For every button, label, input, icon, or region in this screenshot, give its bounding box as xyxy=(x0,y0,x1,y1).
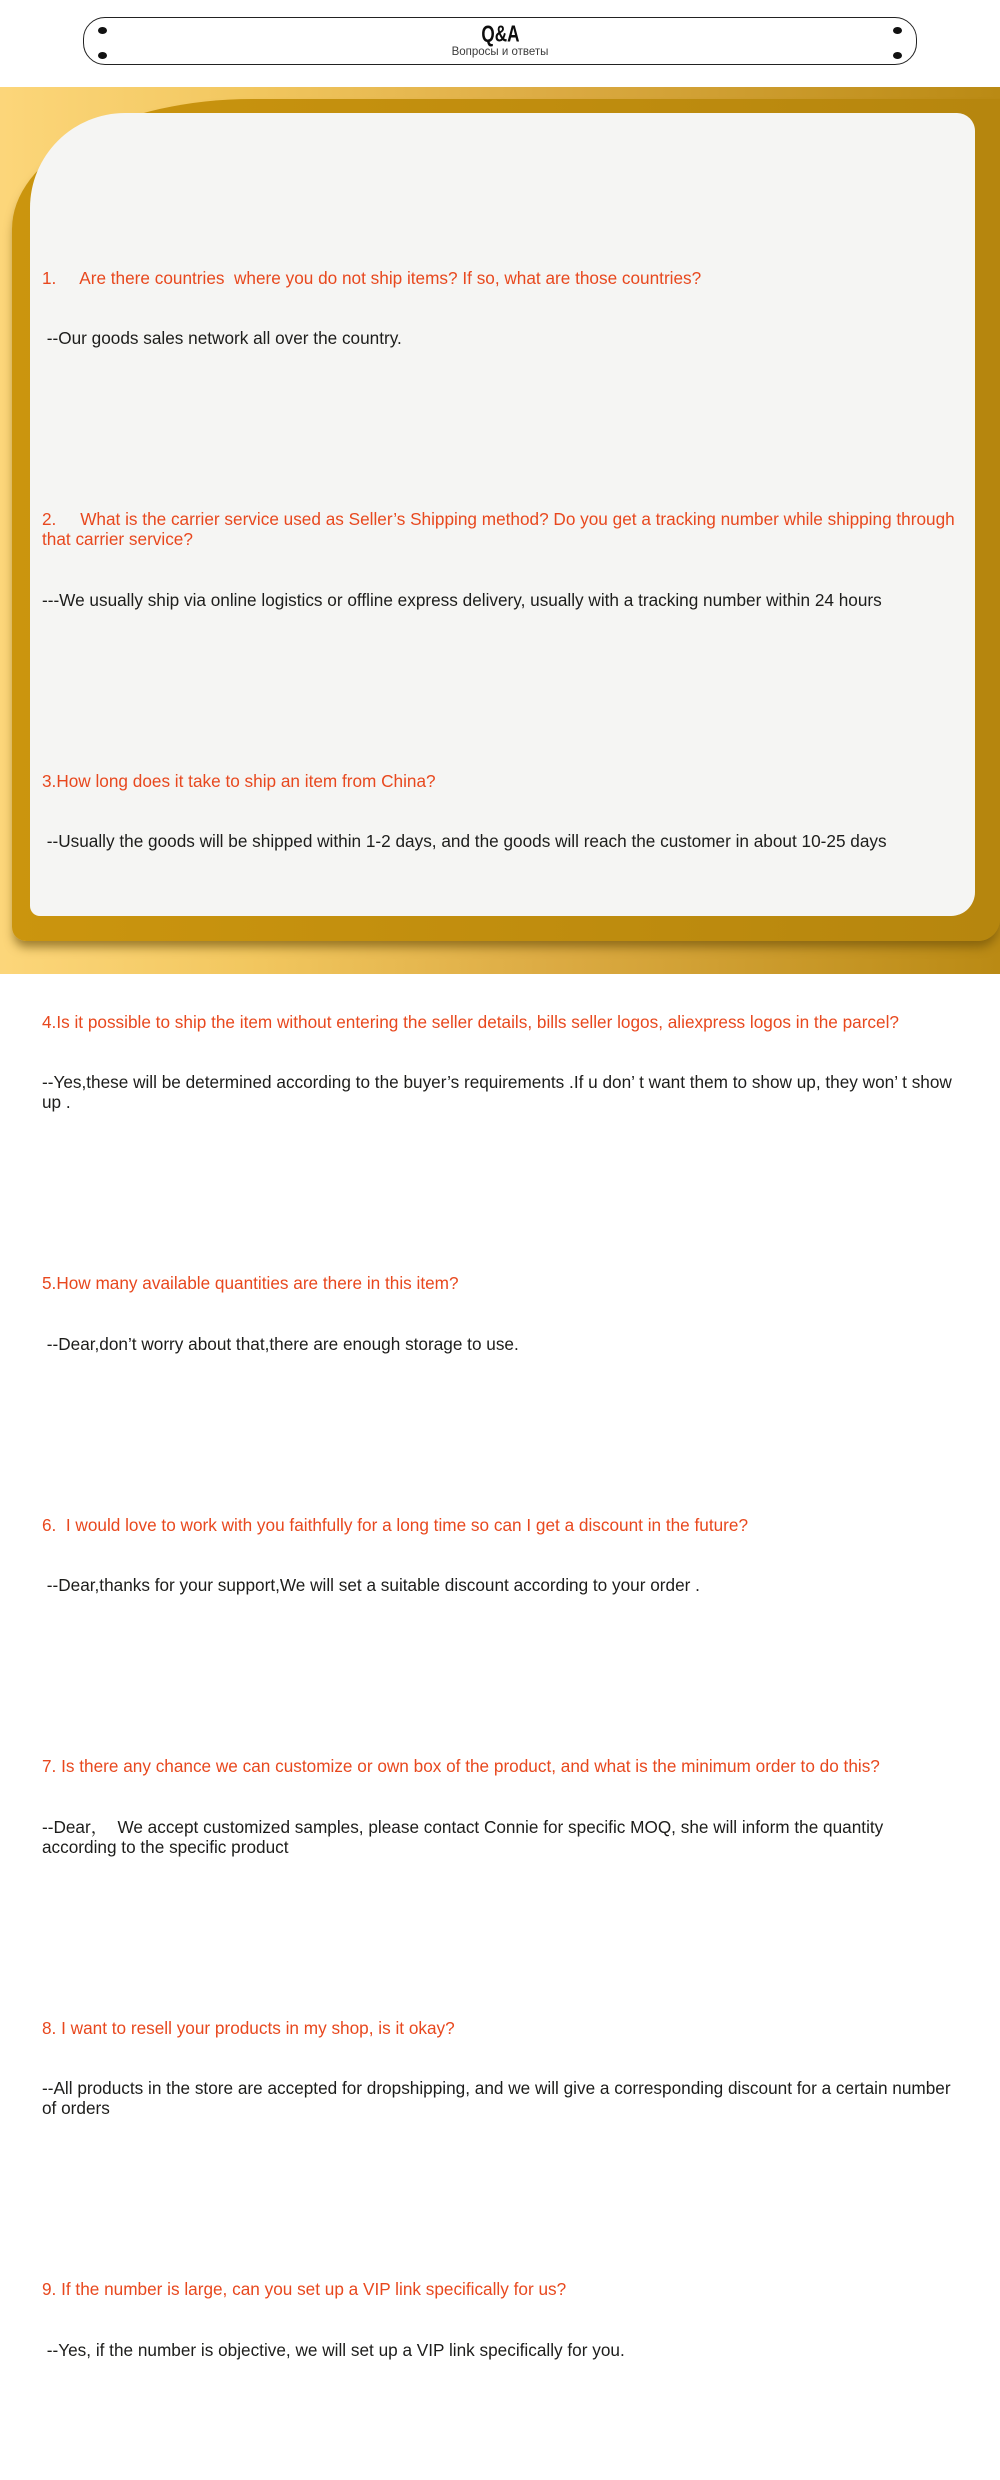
qa-block xyxy=(42,972,957,1153)
question-text: 1. Are there countries where you do not ship items? If so, what are those countries? xyxy=(42,267,702,288)
qa-block xyxy=(42,227,957,388)
qa-block xyxy=(42,469,960,650)
question-text: 7. Is there any chance we can customize or own box of the product, and what is the minimum order to do this? xyxy=(42,1756,880,1777)
qa-block xyxy=(42,2239,957,2400)
question-text: 3.How long does it take to ship an item from China? xyxy=(42,770,436,791)
question-text: 4.Is it possible to ship the item without entering the seller details, bills seller logos, aliexpress logos in the parcel? xyxy=(42,1011,899,1032)
answer-text: --Dear,thanks for your support,We will set a suitable discount according to your order . xyxy=(42,1575,700,1596)
answer-text: --Dear,don’t worry about that,there are enough storage to use. xyxy=(42,1333,519,1354)
answer-text: --All products in the store are accepted for dropshipping, and we will give a corresponding discount for a certain number of orders xyxy=(42,2078,956,2119)
qa-block xyxy=(42,730,957,891)
answer-text: --Usually the goods will be shipped within 1-2 days, and the goods will reach the customer in about 10-25 days xyxy=(42,830,887,851)
qa-card xyxy=(30,113,975,2360)
answer-text: --Yes, if the number is objective, we will set up a VIP link specifically for you. xyxy=(42,2339,625,2360)
question-text: 9. If the number is large, can you set up a VIP link specifically for us? xyxy=(42,2279,567,2300)
answer-text: --Yes,these will be determined according to the buyer’s requirements .If u don’ t want them to show up, they won’ t show up . xyxy=(42,1072,957,1113)
rivet-dot-top-right xyxy=(893,27,902,34)
qa-title: Q&A xyxy=(480,20,520,47)
rivet-dot-bottom-right xyxy=(893,52,902,59)
qa-block xyxy=(42,1977,957,2158)
header-plaque xyxy=(83,17,917,65)
qa-block xyxy=(42,1716,957,1897)
qa-block xyxy=(42,1475,957,1636)
rivet-dot-bottom-left xyxy=(98,52,107,59)
rivet-dot-top-left xyxy=(98,27,107,34)
question-text: 2. What is the carrier service used as Seller’s Shipping method? Do you get a tracking number while shipping through that carrier service? xyxy=(42,509,960,550)
answer-text: --Our goods sales network all over the country. xyxy=(42,328,402,348)
qa-subtitle: Вопросы и ответы xyxy=(451,46,549,58)
answer-text: ---We usually ship via online logistics or offline express delivery, usually with a tracking number within 24 hours xyxy=(42,589,882,610)
question-text: 5.How many available quantities are there in this item? xyxy=(42,1273,459,1294)
answer-text: --Dear， We accept customized samples, please contact Connie for specific MOQ, she will inform the quantity according to the specific product xyxy=(42,1816,889,1857)
qa-block xyxy=(42,1233,957,1394)
question-text: 6. I would love to work with you faithfully for a long time so can I get a discount in the future? xyxy=(42,1514,749,1535)
question-text: 8. I want to resell your products in my shop, is it okay? xyxy=(42,2017,455,2038)
qa-list xyxy=(42,167,960,2360)
